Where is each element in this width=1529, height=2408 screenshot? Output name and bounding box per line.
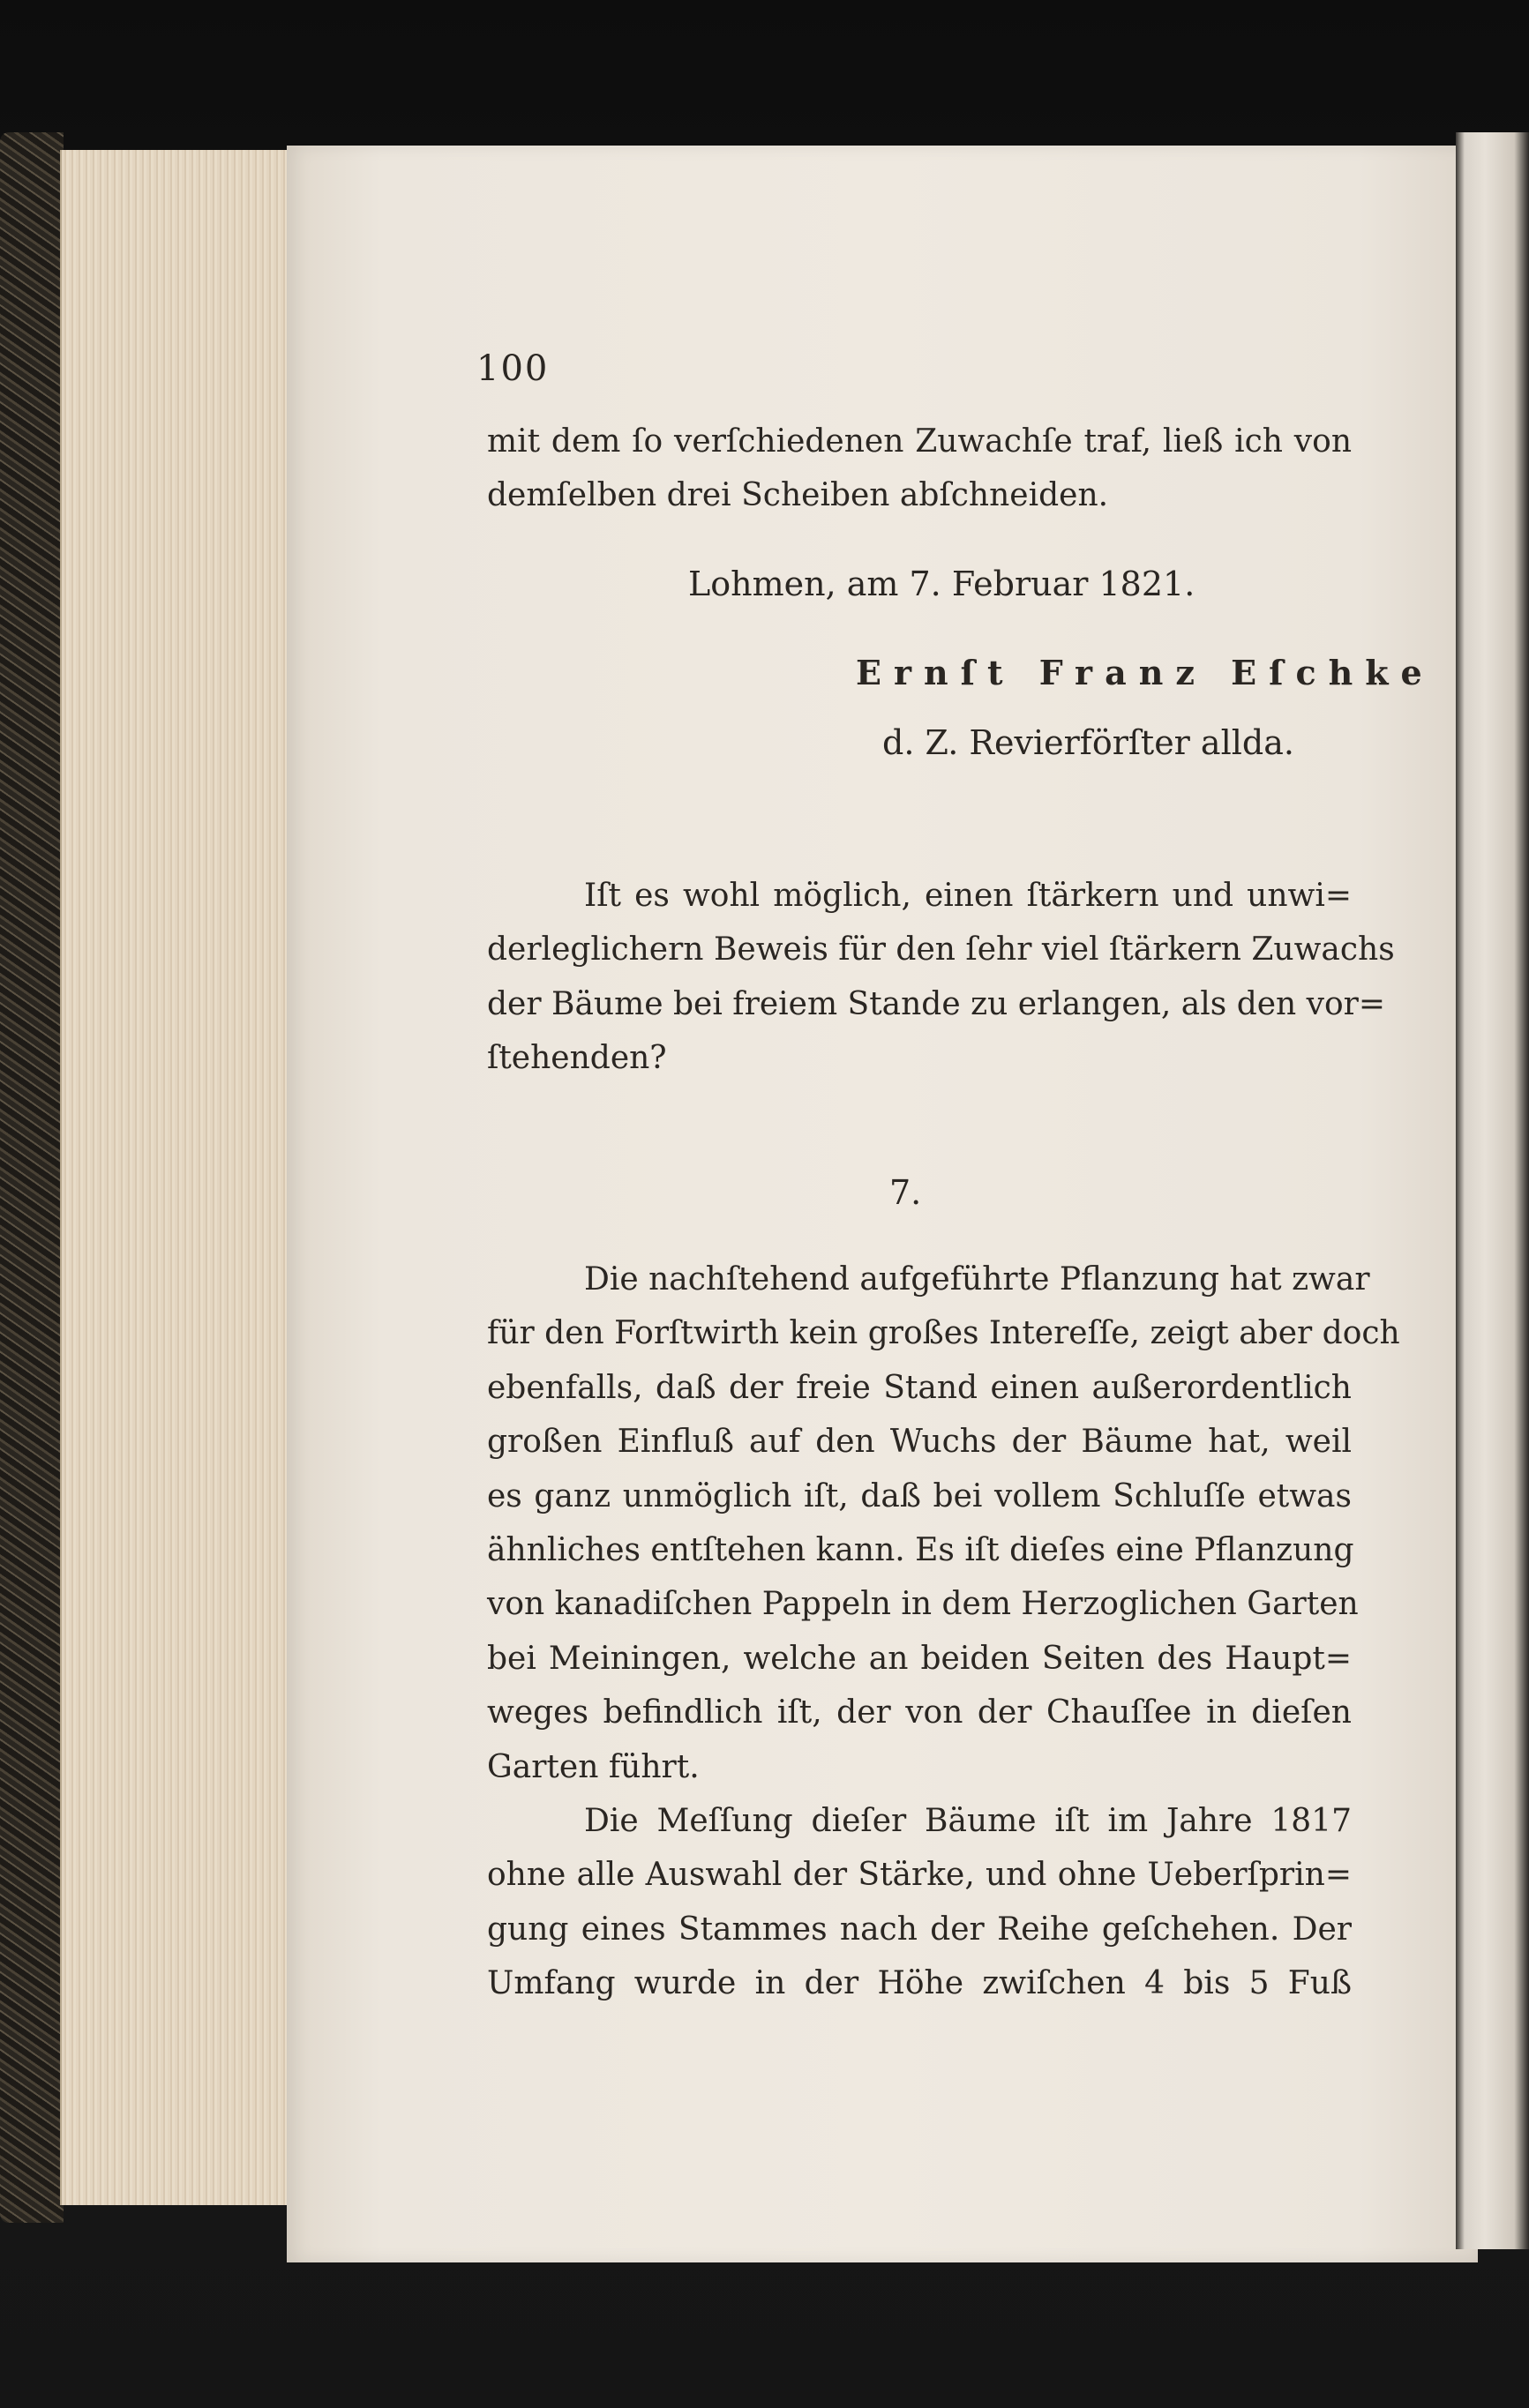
facing-page-edge (1456, 132, 1529, 2249)
text-line: Garten führt. (487, 1748, 700, 1785)
page-number: 100 (476, 348, 550, 389)
question-paragraph (487, 869, 1395, 1086)
closing-paragraph (487, 415, 1352, 523)
marbled-cover-edge (0, 132, 64, 2223)
signature-name: Ernſt Franz Eſchke (856, 653, 1435, 692)
text-line: demſelben drei Scheiben abſchneiden. (487, 477, 1109, 514)
text-line: mit dem ſo verſchiedenen Zuwachſe traf, ließ ich von (487, 423, 1352, 460)
section-paragraph-2 (487, 1794, 1352, 2011)
text-line: gung eines Stammes nach der Reihe geſchehen. Der (487, 1911, 1352, 1948)
text-line: Die Meſſung dieſer Bäume iſt im Jahre 1817 (584, 1803, 1352, 1839)
text-line: für den Forſtwirth kein großes Intereſſe, zeigt aber doch (487, 1315, 1400, 1352)
page-block-edge (60, 150, 293, 2205)
text-line: derleglichern Beweis für den ſehr viel ſtärkern Zuwachs (487, 931, 1395, 968)
text-line: ſtehenden? (487, 1040, 667, 1077)
text-line: von kanadiſchen Pappeln in dem Herzoglichen Garten (487, 1586, 1359, 1623)
text-line: es ganz unmöglich iſt, daß bei vollem Schluſſe etwas (487, 1477, 1352, 1514)
text-line: ohne alle Auswahl der Stärke, und ohne Ueberſprin= (487, 1857, 1352, 1894)
text-line: der Bäume bei freiem Stande zu erlangen, als den vor= (487, 985, 1386, 1022)
text-line: ähnliches entſtehen kann. Es iſt dieſes eine Pflanzung (487, 1532, 1354, 1569)
text-line: ebenfalls, daß der freie Stand einen außerordentlich (487, 1369, 1352, 1406)
text-line: Die nachſtehend aufgeführte Pflanzung hat zwar (584, 1261, 1370, 1297)
dateline: Lohmen, am 7. Februar 1821. (688, 565, 1195, 603)
signature-title: d. Z. Revierförſter allda. (882, 723, 1294, 762)
text-line: weges befindlich iſt, der von der Chauſſee in dieſen (487, 1694, 1352, 1731)
section-paragraph-1 (487, 1253, 1400, 1794)
text-line: großen Einfluß auf den Wuchs der Bäume hat, weil (487, 1424, 1352, 1461)
text-line: Umfang wurde in der Höhe zwiſchen 4 bis 5 Fuß (487, 1965, 1352, 2002)
text-line: Iſt es wohl möglich, einen ſtärkern und unwi= (584, 878, 1352, 914)
text-line: bei Meiningen, welche an beiden Seiten des Haupt= (487, 1640, 1352, 1677)
section-number: 7. (889, 1173, 922, 1212)
